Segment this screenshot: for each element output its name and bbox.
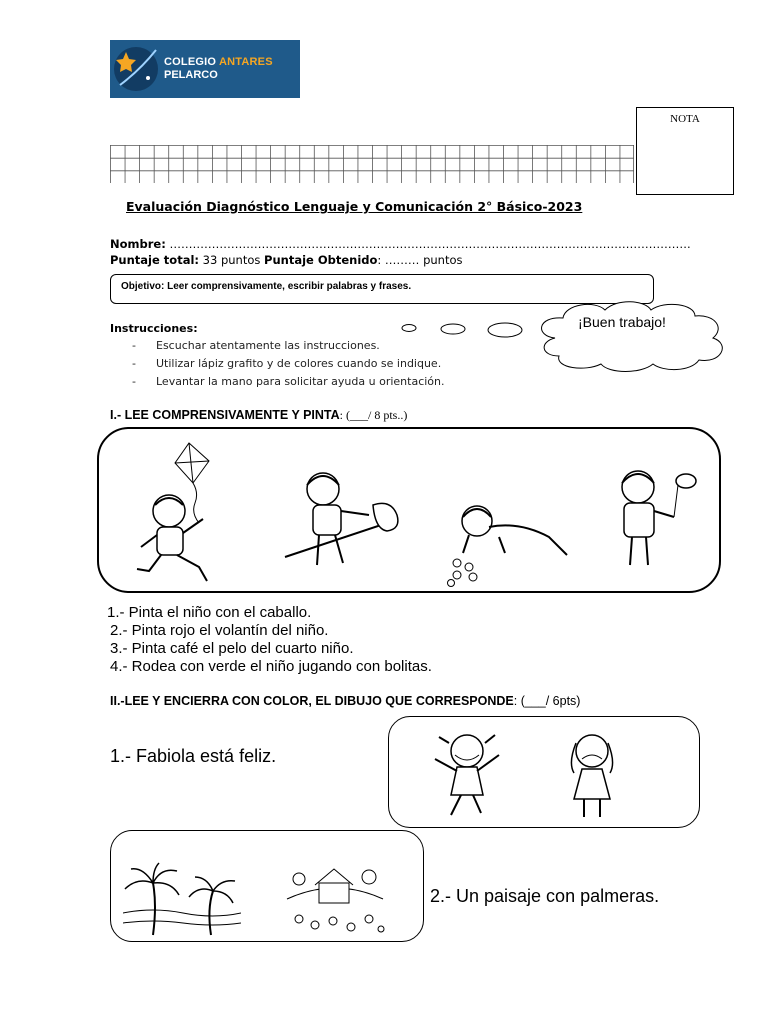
grade-label: NOTA [670,113,700,125]
section1-item: 4.- Rodea con verde el niño jugando con bolitas. [110,658,432,675]
page-title: Evaluación Diagnóstico Lenguaje y Comunicación 2° Básico-2023 [126,199,583,214]
school-logo [110,40,300,98]
boy-with-horse-image[interactable] [277,465,417,575]
logo-text-line2: PELARCO [164,69,218,81]
cloud-message: ¡Buen trabajo! [578,314,666,330]
question2-text: 2.- Un paisaje con palmeras. [430,886,660,906]
section1-picture-box [97,427,721,593]
instruction-item: - Levantar la mano para solicitar ayuda u orientación. [132,375,445,388]
thought-cloud-icon [395,298,755,374]
objective-text: Objetivo: Leer comprensivamente, escribir palabras y frases. [121,281,412,292]
village-landscape-image[interactable] [279,859,391,939]
instructions-title: Instrucciones: [110,322,198,335]
question2-picture-box [110,830,424,942]
instruction-item: - Escuchar atentamente las instrucciones. [132,339,380,352]
name-line: Nombre: ………………………………………………………………………………………………………………………. [110,237,691,251]
question1-text: 1.- Fabiola está feliz. [110,746,277,766]
section1-item: 3.- Pinta café el pelo del cuarto niño. [110,640,354,657]
sad-girl-image[interactable] [554,725,634,821]
section1-item: 1.- Pinta el niño con el caballo. [107,604,312,621]
boy-with-kite-image[interactable] [129,439,239,587]
section2-heading: II.-LEE Y ENCIERRA CON COLOR, EL DIBUJO QUE CORRESPONDE: (___/ 6pts) [110,694,581,708]
boy-playing-marbles-image[interactable] [439,497,579,587]
palm-beach-image[interactable] [123,861,241,937]
question1-picture-box [388,716,700,828]
score-line: Puntaje total: 33 puntos Puntaje Obtenido: ……… puntos [110,253,463,267]
grade-box [636,107,734,195]
instruction-item: - Utilizar lápiz grafito y de colores cuando se indique. [132,357,442,370]
section1-item: 2.- Pinta rojo el volantín del niño. [110,622,329,639]
boy-with-yoyo-image[interactable] [604,465,704,575]
happy-girl-image[interactable] [427,725,517,821]
section1-heading: I.- LEE COMPRENSIVAMENTE Y PINTA: (___/ 8 pts..) [110,408,408,422]
logo-text-line1: COLEGIO ANTARES [164,56,273,68]
score-grid [110,145,634,183]
